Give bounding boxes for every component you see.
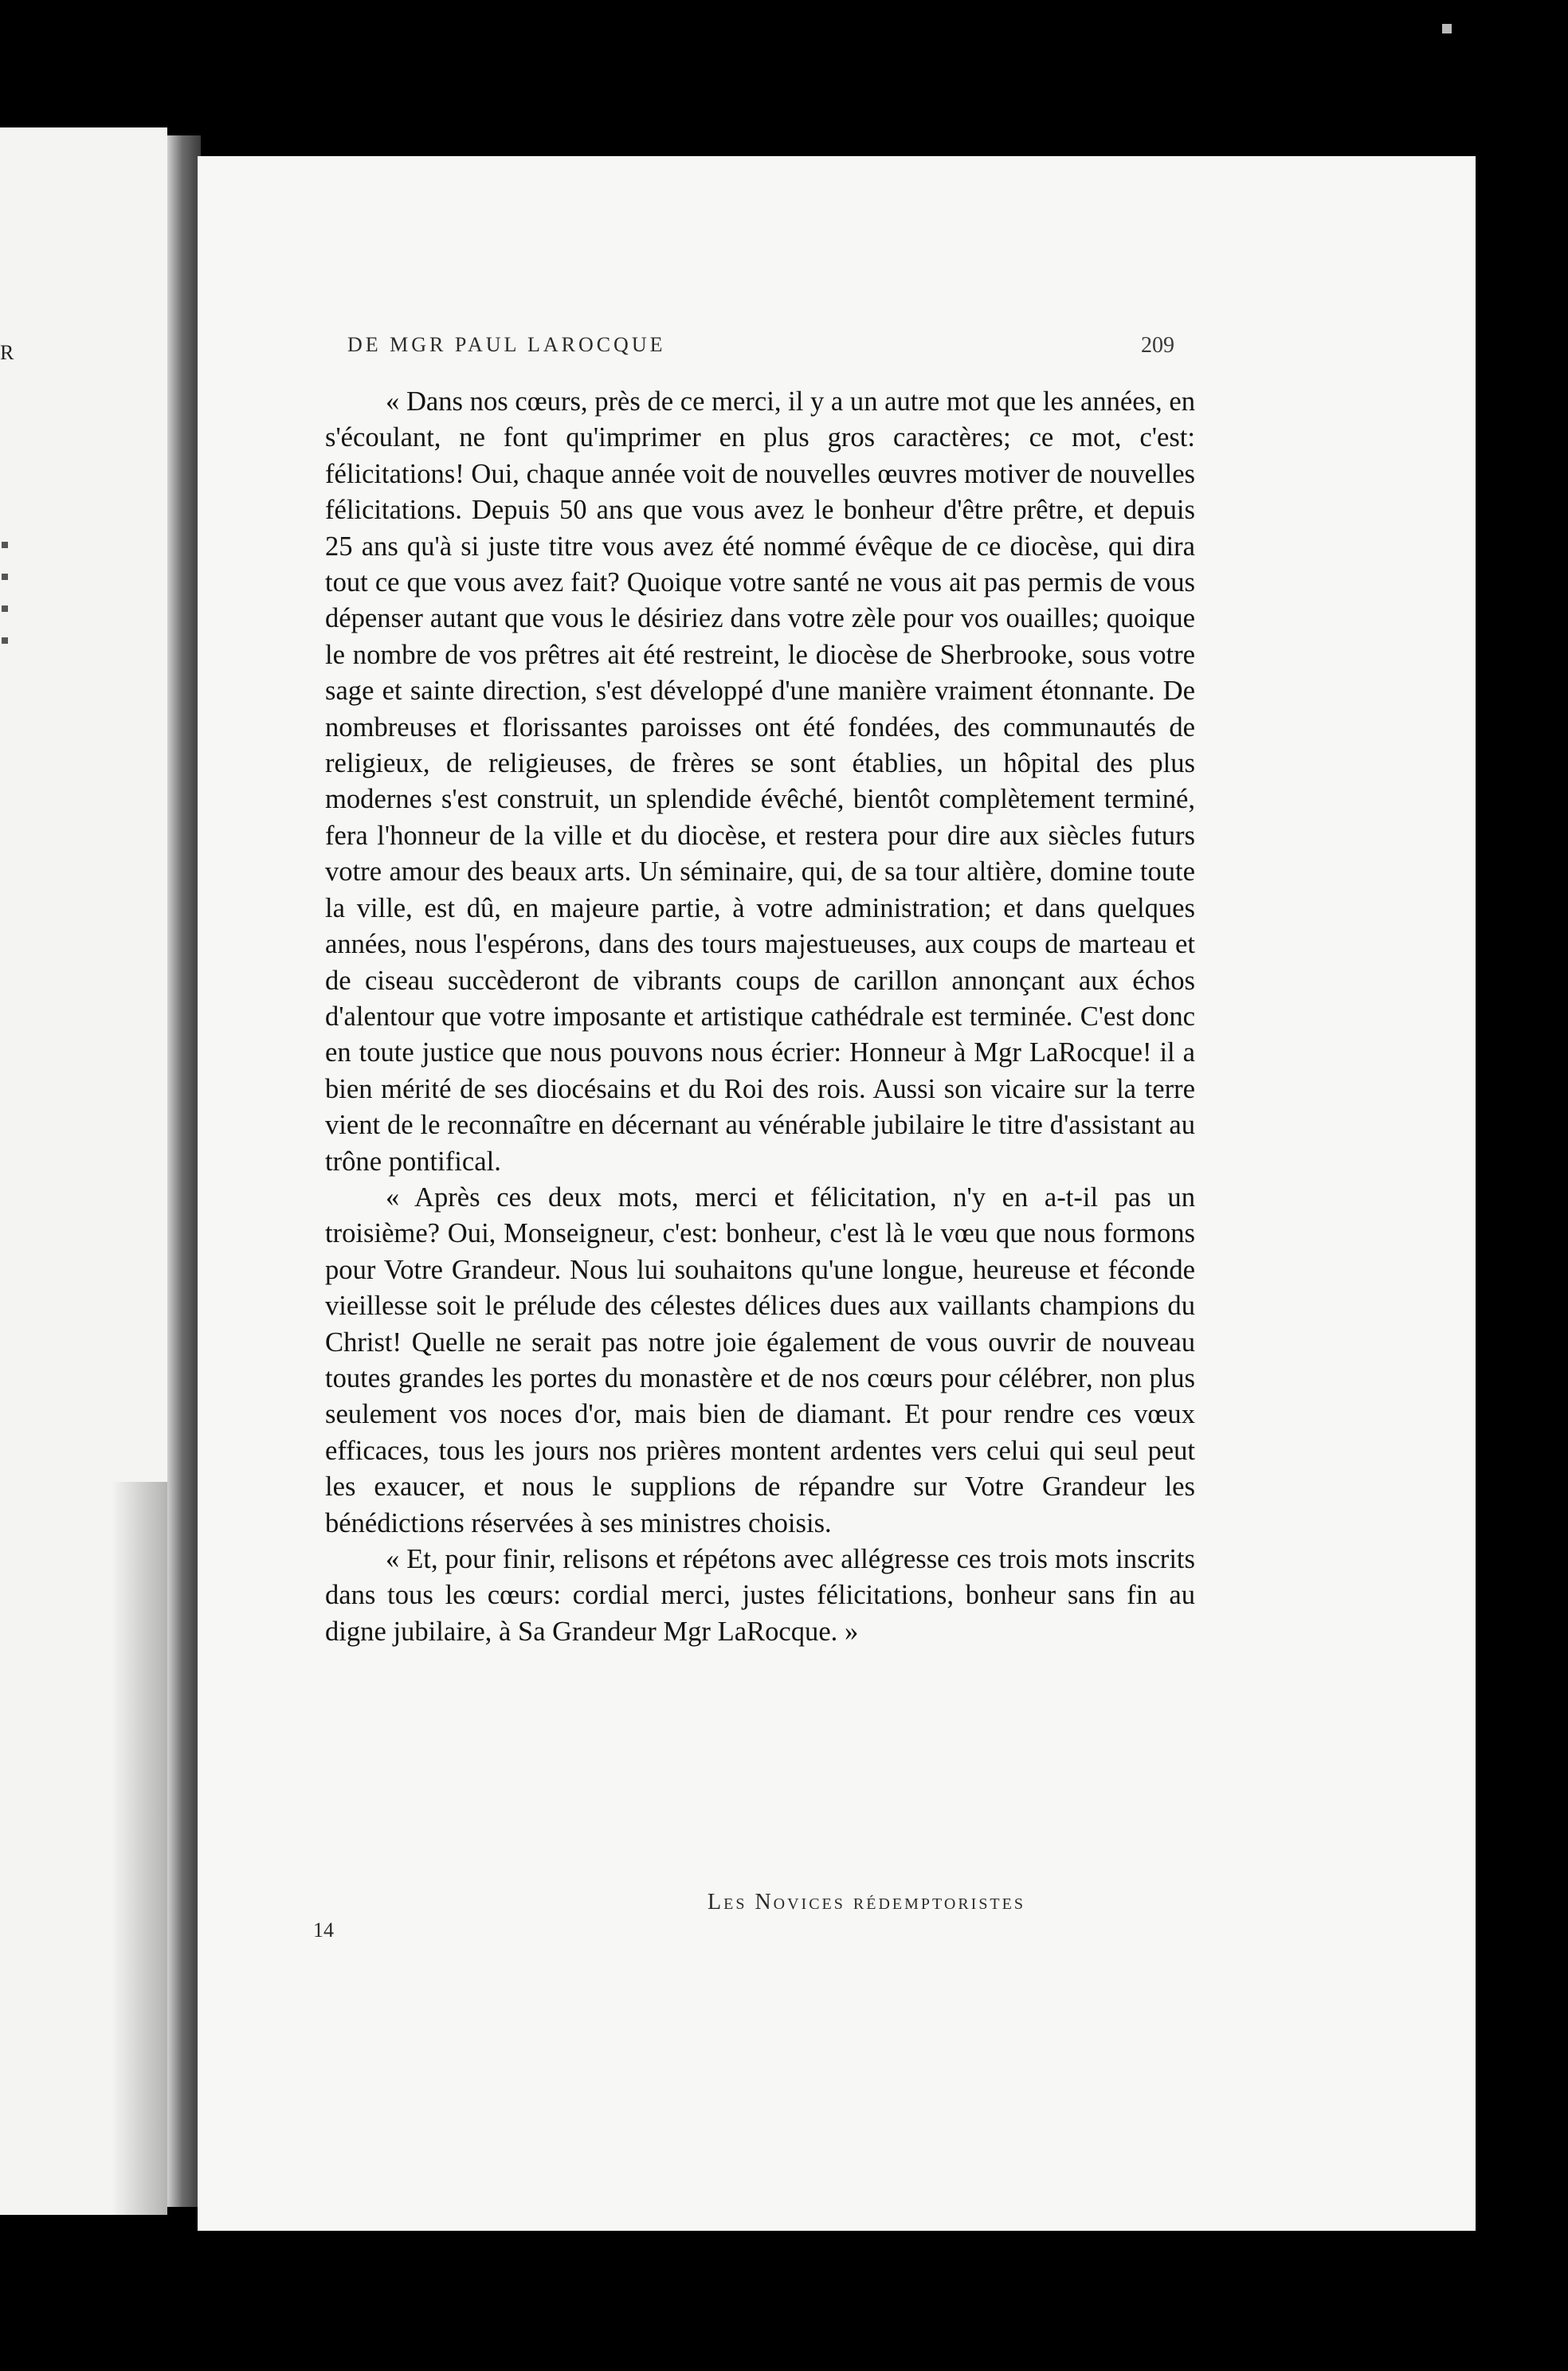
paragraph-conclusion: « Et, pour finir, relisons et répétons avec allégresse ces trois mots inscrits dans tous les cœurs: cordial merci, justes félicitations, bonheur sans fin au digne jubilaire, à Sa Grandeur Mgr LaRocque. » <box>325 1544 1195 1647</box>
body-text <box>325 384 1195 1898</box>
signature-mark: 14 <box>313 1918 334 1942</box>
signature: Les Novices rédemptoristes <box>708 1890 1025 1914</box>
page-number: 209 <box>1141 333 1174 358</box>
book-gutter <box>167 135 201 2207</box>
left-page-shadow <box>112 1482 167 2215</box>
scan-speck <box>1442 24 1452 33</box>
paragraph-bonheur: « Après ces deux mots, merci et félicitation, n'y en a-t-il pas un troisième? Oui, Monseigneur, c'est: bonheur, c'est là le vœu que nous formons pour Votre Grandeur. Nous lui souhaitons qu'une longue, heureuse et féconde vieillesse soit le prélude des célestes délices dues aux vaillants champions du Christ! Quelle ne serait pas notre joie également de vous ouvrir de nouveau toutes grandes les portes du monastère et de nos cœurs pour célébrer, non plus seulement vos noces d'or, mais bien de diamant. Et pour rendre ces vœux efficaces, tous les jours nos prières montent ardentes vers celui qui seul peut les exaucer, et nous le supplions de répandre sur Votre Grandeur les bénédictions réservées à ses ministres choisis. <box>325 1182 1195 1538</box>
left-page-edge-marks <box>2 542 8 661</box>
left-page-edge-letter: R <box>0 341 14 364</box>
running-head: DE MGR PAUL LAROCQUE <box>347 333 666 356</box>
facing-left-page <box>0 127 167 2215</box>
paragraph-felicitations: « Dans nos cœurs, près de ce merci, il y a un autre mot que les années, en s'écoulant, ne font qu'imprimer en plus gros caractères; ce mot, c'est: félicitations! Oui, chaque année voit de nouvelles œuvres motiver de nouvelles félicitations. Depuis 50 ans que vous avez le bonheur d'être prêtre, et depuis 25 ans qu'à si juste titre vous avez été nommé évêque de ce diocèse, qui dira tout ce que vous avez fait? Quoique votre santé ne vous ait pas permis de vous dépenser autant que vous le désiriez dans votre zèle pour vos ouailles; quoique le nombre de vos prêtres ait été restreint, le diocèse de Sherbrooke, sous votre sage et sainte direction, s'est développé d'une manière vraiment étonnante. De nombreuses et florissantes paroisses ont été fondées, des communautés de religieux, de religieuses, de frères se sont établies, un hôpital des plus modernes s'est construit, un splendide évêché, bientôt complètement terminé, fera l'honneur de la ville et du diocèse, et restera pour dire aux siècles futurs votre amour des beaux arts. Un séminaire, qui, de sa tour altière, domine toute la ville, est dû, en majeure partie, à votre administration; et dans quelques années, nous l'espérons, dans des tours majestueuses, aux coups de marteau et de ciseau succèderont de vibrants coups de carillon annonçant aux échos d'alentour que votre imposante et artistique cathédrale est terminée. C'est donc en toute justice que nous pouvons nous écrier: Honneur à Mgr LaRocque! il a bien mérité de ses diocésains et du Roi des rois. Aussi son vicaire sur la terre vient de le reconnaître en décernant au vénérable jubilaire le titre d'assistant au trône pontifical. <box>325 386 1195 1177</box>
